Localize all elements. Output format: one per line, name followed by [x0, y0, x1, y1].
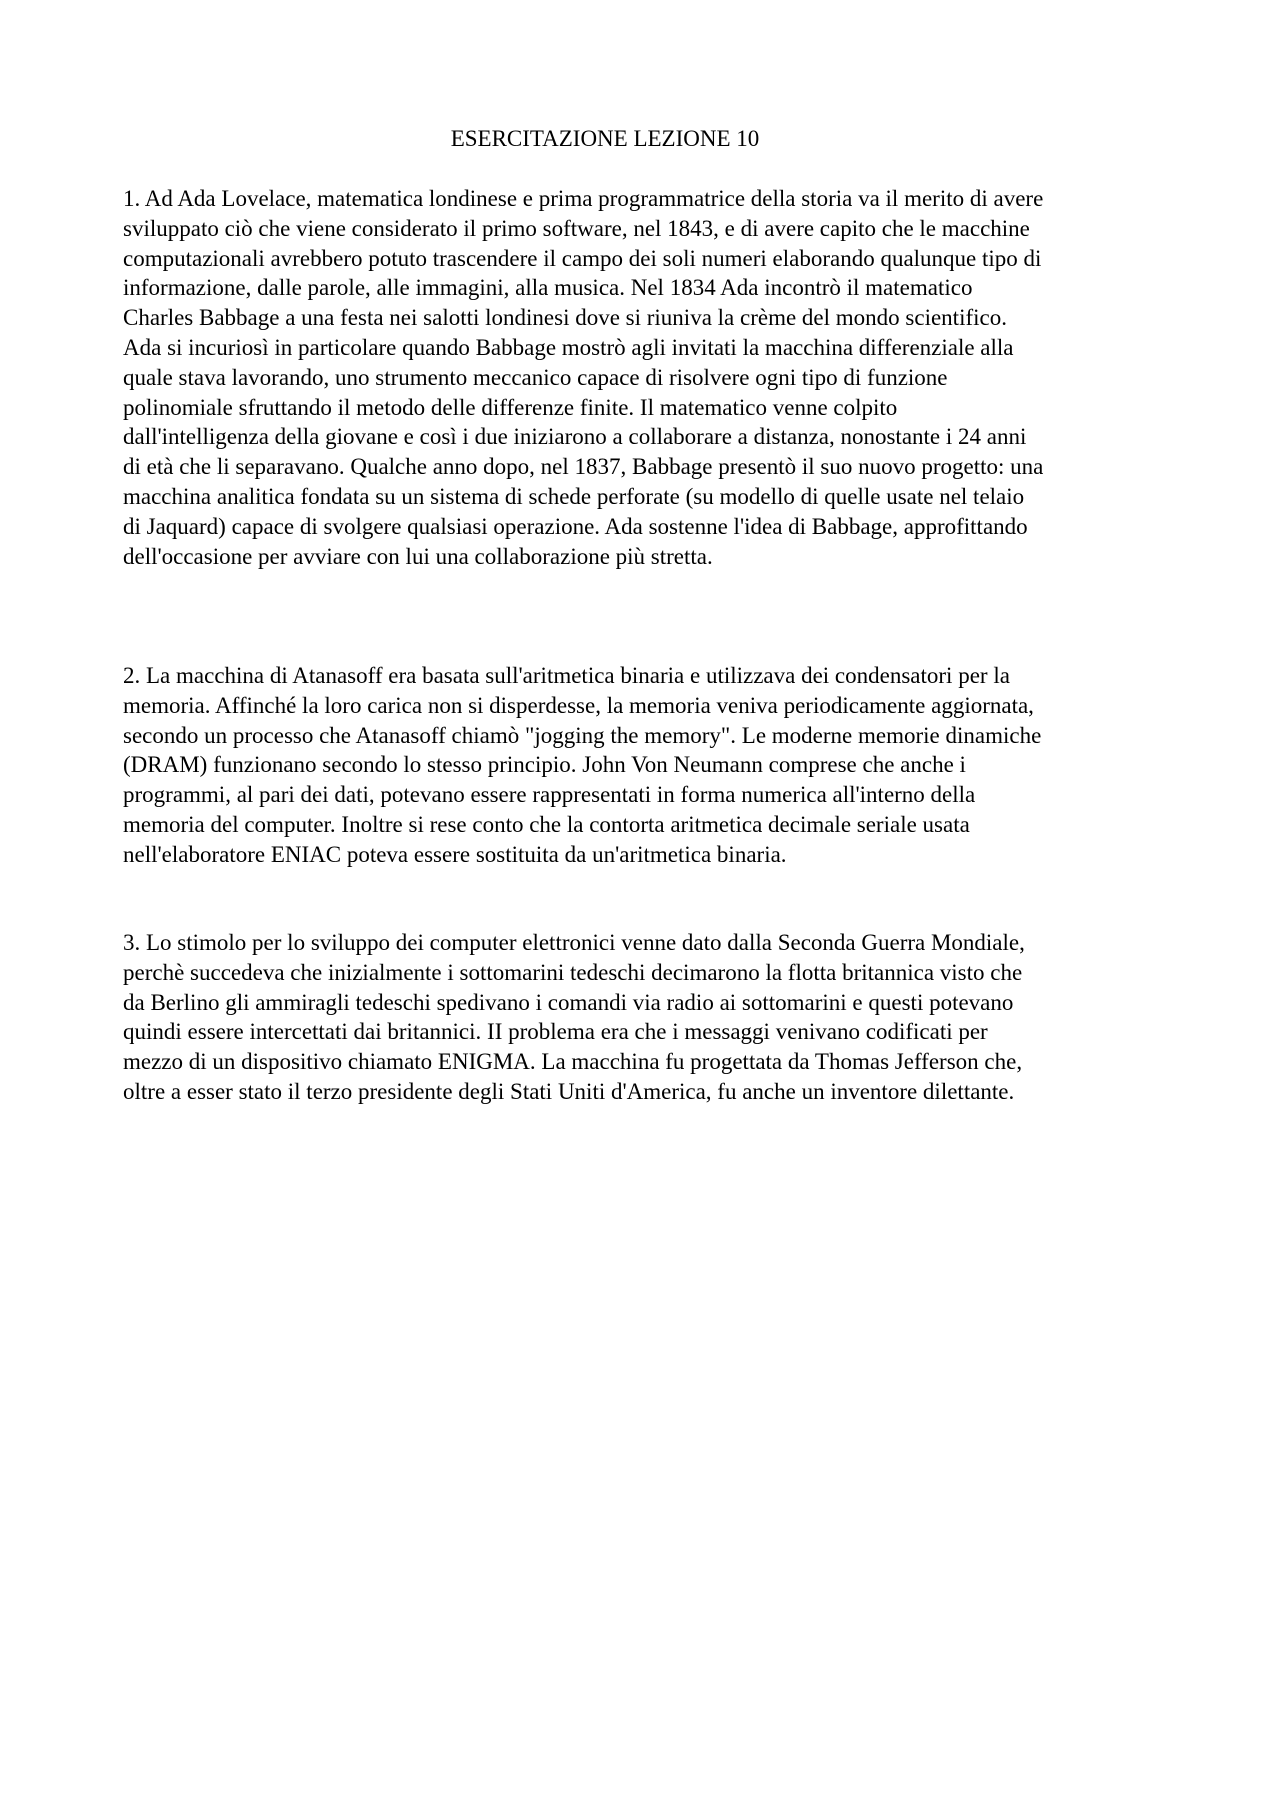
text-line: quale stava lavorando, uno strumento meccanico capace di risolvere ogni tipo di funzione: [123, 364, 948, 390]
text-line: programmi, al pari dei dati, potevano essere rappresentati in forma numerica all'interno della: [123, 782, 976, 808]
text-line: memoria del computer. Inoltre si rese conto che la contorta aritmetica decimale seriale usata: [123, 811, 970, 837]
paragraph-2: [123, 661, 1041, 870]
text-line: secondo un processo che Atanasoff chiamò "jogging the memory". Le moderne memorie dinamiche: [123, 722, 1042, 748]
text-line: di Jaquard) capace di svolgere qualsiasi operazione. Ada sostenne l'idea di Babbage, approfittando: [123, 513, 1028, 539]
paragraph-1: [123, 184, 1043, 571]
text-line: 2. La macchina di Atanasoff era basata sull'aritmetica binaria e utilizzava dei condensatori per la: [123, 663, 1010, 688]
paragraph-3: [123, 928, 1025, 1107]
text-line: Charles Babbage a una festa nei salotti londinesi dove si riuniva la crème del mondo scientifico.: [123, 305, 1007, 331]
text-line: quindi essere intercettati dai britannici. II problema era che i messaggi venivano codificati per: [123, 1019, 988, 1045]
document-title: ESERCITAZIONE LEZIONE 10: [450, 126, 760, 151]
text-line: Ada si incuriosì in particolare quando Babbage mostrò agli invitati la macchina differenziale alla: [123, 334, 1014, 360]
text-line: memoria. Affinché la loro carica non si disperdesse, la memoria veniva periodicamente aggiornata,: [123, 692, 1034, 718]
text-line: nell'elaboratore ENIAC poteva essere sostituita da un'aritmetica binaria.: [123, 841, 787, 867]
text-line: perchè succedeva che inizialmente i sottomarini tedeschi decimarono la flotta britannica visto che: [123, 959, 1023, 985]
text-line: (DRAM) funzionano secondo lo stesso principio. John Von Neumann comprese che anche i: [123, 752, 966, 778]
text-line: di età che li separavano. Qualche anno dopo, nel 1837, Babbage presentò il suo nuovo progetto: una: [123, 454, 1044, 480]
text-line: mezzo di un dispositivo chiamato ENIGMA. La macchina fu progettata da Thomas Jefferson che,: [123, 1049, 1023, 1075]
text-line: sviluppato ciò che viene considerato il primo software, nel 1843, e di avere capito che le macchine: [123, 215, 1030, 241]
text-line: dell'occasione per avviare con lui una collaborazione più stretta.: [123, 543, 713, 569]
text-line: informazione, dalle parole, alle immagini, alla musica. Nel 1834 Ada incontrò il matematico: [123, 275, 973, 301]
text-line: 3. Lo stimolo per lo sviluppo dei computer elettronici venne dato dalla Seconda Guerra Mondiale,: [123, 930, 1025, 955]
text-line: dall'intelligenza della giovane e così i due iniziarono a collaborare a distanza, nonostante i 24 anni: [123, 424, 1027, 450]
text-line: macchina analitica fondata su un sistema di schede perforate (su modello di quelle usate nel telaio: [123, 483, 1025, 509]
text-line: da Berlino gli ammiragli tedeschi spedivano i comandi via radio ai sottomarini e questi potevano: [123, 989, 1014, 1015]
text-line: polinomiale sfruttando il metodo delle differenze finite. Il matematico venne colpito: [123, 394, 898, 420]
text-line: computazionali avrebbero potuto trascendere il campo dei soli numeri elaborando qualunque tipo di: [123, 245, 1042, 271]
text-line: 1. Ad Ada Lovelace, matematica londinese e prima programmatrice della storia va il merito di avere: [123, 186, 1044, 211]
text-line: oltre a esser stato il terzo presidente degli Stati Uniti d'America, fu anche un inventore dilettante.: [123, 1078, 1015, 1104]
